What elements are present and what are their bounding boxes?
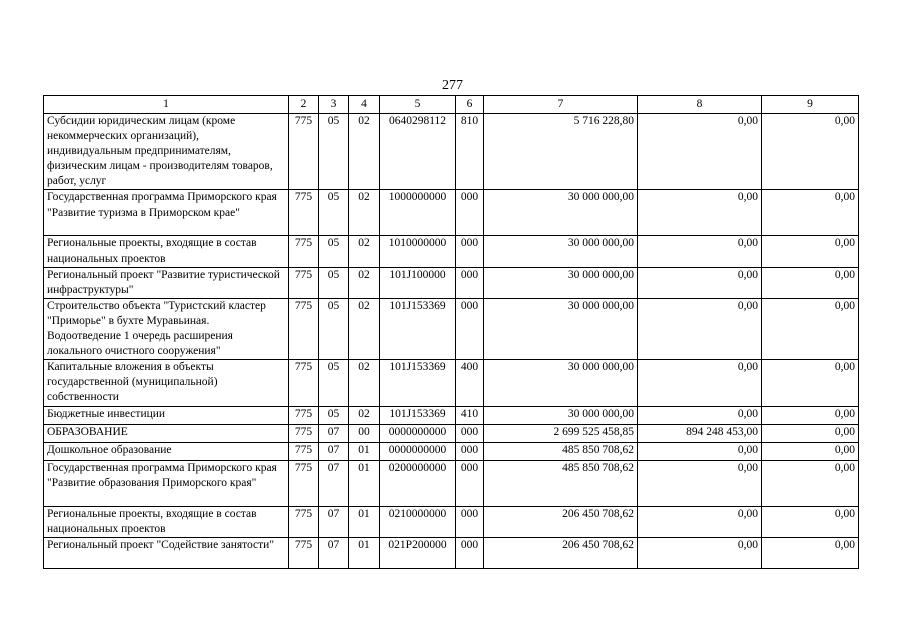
page-number: 277: [442, 78, 463, 93]
row-name: Региональный проект "Содействие занятости": [44, 537, 289, 568]
row-name: Бюджетные инвестиции: [44, 406, 289, 424]
ministry-code: 775: [289, 360, 319, 406]
amount-col9: 0,00: [762, 424, 859, 442]
expense-type-code: 000: [456, 506, 484, 537]
subsection-code: 01: [349, 537, 380, 568]
table-row: [44, 236, 859, 267]
expense-type-code: 410: [456, 406, 484, 424]
subsection-code: 02: [349, 190, 380, 236]
row-name: Строительство объекта "Туристский кластер "Приморье" в бухте Муравьиная. Водоотведение 1 очередь расширения локального очистного сооружения": [44, 298, 289, 359]
column-header: 6: [456, 96, 484, 114]
section-code: 05: [319, 267, 349, 298]
amount-col9: 0,00: [762, 406, 859, 424]
section-code: 07: [319, 537, 349, 568]
ministry-code: 775: [289, 190, 319, 236]
amount-col9: 0,00: [762, 267, 859, 298]
subsection-code: 01: [349, 506, 380, 537]
subsection-code: 01: [349, 460, 380, 506]
amount-col7: 2 699 525 458,85: [484, 424, 638, 442]
table-row: [44, 360, 859, 406]
amount-col8: 0,00: [638, 406, 762, 424]
ministry-code: 775: [289, 460, 319, 506]
ministry-code: 775: [289, 424, 319, 442]
target-article-code: 101J100000: [380, 267, 456, 298]
subsection-code: 02: [349, 236, 380, 267]
section-code: 05: [319, 406, 349, 424]
column-header: 3: [319, 96, 349, 114]
amount-col8: 0,00: [638, 236, 762, 267]
subsection-code: 02: [349, 360, 380, 406]
expense-type-code: 400: [456, 360, 484, 406]
section-code: 05: [319, 298, 349, 359]
table-row: [44, 406, 859, 424]
target-article-code: 101J153369: [380, 360, 456, 406]
amount-col8: 0,00: [638, 537, 762, 568]
row-name: Субсидии юридическим лицам (кроме некоммерческих организаций), индивидуальным предпринимателям, физическим лицам - производителям товаров, работ, услуг: [44, 114, 289, 190]
subsection-code: 02: [349, 267, 380, 298]
amount-col7: 485 850 708,62: [484, 442, 638, 460]
amount-col8: 0,00: [638, 114, 762, 190]
table-row: [44, 460, 859, 506]
amount-col8: 0,00: [638, 298, 762, 359]
expense-type-code: 000: [456, 460, 484, 506]
expense-type-code: 000: [456, 424, 484, 442]
table-row: [44, 298, 859, 359]
column-header: 8: [638, 96, 762, 114]
amount-col7: 30 000 000,00: [484, 267, 638, 298]
expense-type-code: 000: [456, 190, 484, 236]
subsection-code: 02: [349, 298, 380, 359]
amount-col7: 5 716 228,80: [484, 114, 638, 190]
expense-type-code: 810: [456, 114, 484, 190]
column-header: 9: [762, 96, 859, 114]
table-row: [44, 114, 859, 190]
table-row: [44, 442, 859, 460]
amount-col8: 0,00: [638, 442, 762, 460]
amount-col7: 30 000 000,00: [484, 236, 638, 267]
amount-col9: 0,00: [762, 236, 859, 267]
row-name: Дошкольное образование: [44, 442, 289, 460]
section-code: 07: [319, 460, 349, 506]
target-article-code: 0200000000: [380, 460, 456, 506]
ministry-code: 775: [289, 506, 319, 537]
row-name: Капитальные вложения в объекты государственной (муниципальной) собственности: [44, 360, 289, 406]
column-header: 2: [289, 96, 319, 114]
amount-col8: 0,00: [638, 190, 762, 236]
target-article-code: 101J153369: [380, 298, 456, 359]
table-row: [44, 267, 859, 298]
amount-col9: 0,00: [762, 360, 859, 406]
subsection-code: 02: [349, 406, 380, 424]
section-code: 05: [319, 236, 349, 267]
table-row: [44, 506, 859, 537]
subsection-code: 02: [349, 114, 380, 190]
table-row: [44, 190, 859, 236]
target-article-code: 1000000000: [380, 190, 456, 236]
header-row: [44, 96, 859, 114]
row-name: Региональные проекты, входящие в состав национальных проектов: [44, 236, 289, 267]
amount-col9: 0,00: [762, 537, 859, 568]
ministry-code: 775: [289, 236, 319, 267]
amount-col7: 206 450 708,62: [484, 537, 638, 568]
amount-col7: 30 000 000,00: [484, 406, 638, 424]
ministry-code: 775: [289, 537, 319, 568]
row-name: Государственная программа Приморского края "Развитие образования Приморского края": [44, 460, 289, 506]
ministry-code: 775: [289, 442, 319, 460]
section-code: 07: [319, 442, 349, 460]
section-code: 07: [319, 506, 349, 537]
target-article-code: 101J153369: [380, 406, 456, 424]
amount-col8: 0,00: [638, 360, 762, 406]
subsection-code: 01: [349, 442, 380, 460]
amount-col7: 30 000 000,00: [484, 298, 638, 359]
amount-col7: 485 850 708,62: [484, 460, 638, 506]
amount-col9: 0,00: [762, 190, 859, 236]
ministry-code: 775: [289, 114, 319, 190]
expense-type-code: 000: [456, 236, 484, 267]
amount-col9: 0,00: [762, 114, 859, 190]
amount-col9: 0,00: [762, 506, 859, 537]
table-row: [44, 424, 859, 442]
amount-col7: 30 000 000,00: [484, 360, 638, 406]
amount-col8: 0,00: [638, 267, 762, 298]
row-name: Региональный проект "Развитие туристической инфраструктуры": [44, 267, 289, 298]
expense-type-code: 000: [456, 298, 484, 359]
amount-col9: 0,00: [762, 298, 859, 359]
expense-type-code: 000: [456, 442, 484, 460]
target-article-code: 0000000000: [380, 442, 456, 460]
column-header: 7: [484, 96, 638, 114]
amount-col8: 0,00: [638, 506, 762, 537]
row-name: ОБРАЗОВАНИЕ: [44, 424, 289, 442]
amount-col7: 30 000 000,00: [484, 190, 638, 236]
column-header: 4: [349, 96, 380, 114]
section-code: 05: [319, 114, 349, 190]
row-name: Государственная программа Приморского края "Развитие туризма в Приморском крае": [44, 190, 289, 236]
expense-type-code: 000: [456, 537, 484, 568]
budget-table: [43, 95, 859, 569]
ministry-code: 775: [289, 406, 319, 424]
expense-type-code: 000: [456, 267, 484, 298]
amount-col8: 894 248 453,00: [638, 424, 762, 442]
target-article-code: 0210000000: [380, 506, 456, 537]
ministry-code: 775: [289, 298, 319, 359]
target-article-code: 0000000000: [380, 424, 456, 442]
target-article-code: 1010000000: [380, 236, 456, 267]
column-header: 5: [380, 96, 456, 114]
amount-col8: 0,00: [638, 460, 762, 506]
subsection-code: 00: [349, 424, 380, 442]
ministry-code: 775: [289, 267, 319, 298]
section-code: 05: [319, 360, 349, 406]
section-code: 07: [319, 424, 349, 442]
column-header: 1: [44, 96, 289, 114]
table-row: [44, 537, 859, 568]
target-article-code: 021P200000: [380, 537, 456, 568]
amount-col7: 206 450 708,62: [484, 506, 638, 537]
section-code: 05: [319, 190, 349, 236]
row-name: Региональные проекты, входящие в состав национальных проектов: [44, 506, 289, 537]
amount-col9: 0,00: [762, 460, 859, 506]
amount-col9: 0,00: [762, 442, 859, 460]
target-article-code: 0640298112: [380, 114, 456, 190]
